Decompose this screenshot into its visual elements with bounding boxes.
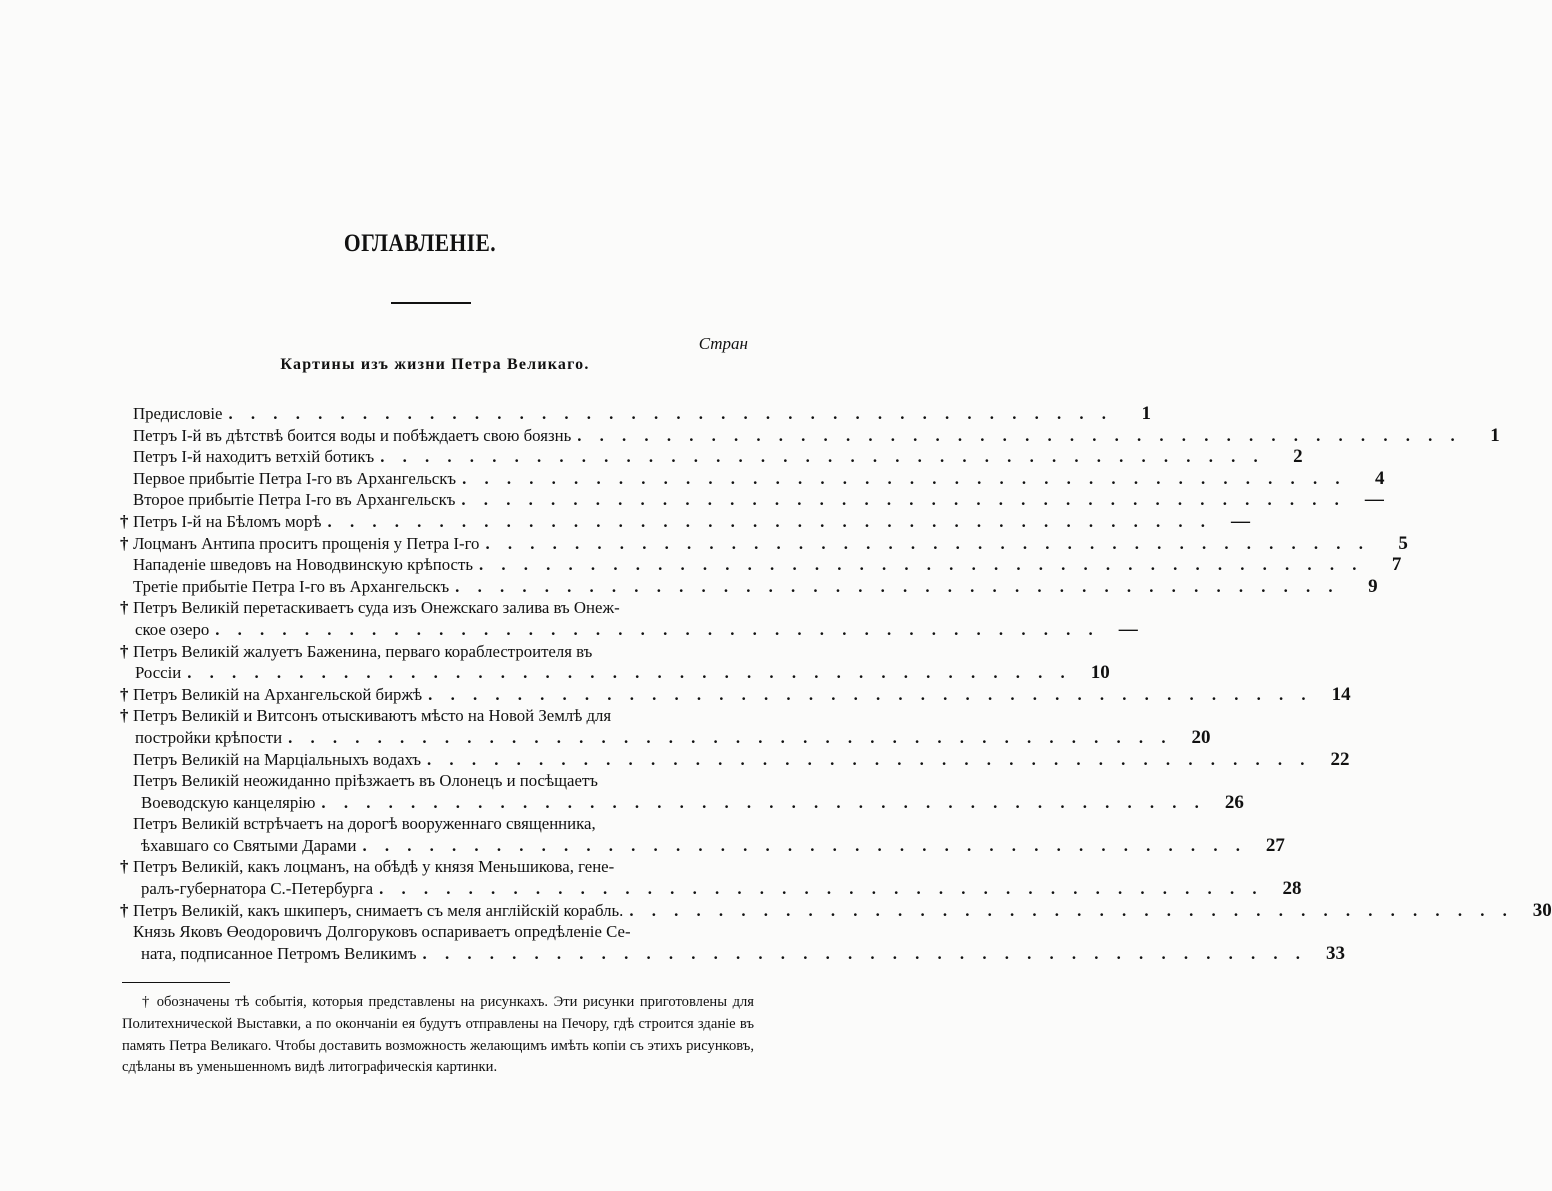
toc-entry-row	[123, 467, 1385, 490]
toc-entry-row	[123, 878, 1302, 900]
toc-entry	[123, 813, 1285, 856]
toc-entry-label: † Петръ Великій на Архангельской биржѣ	[120, 684, 423, 704]
toc-entry-row	[120, 510, 1250, 533]
toc-entry-line: † Петръ Великій и Витсонъ отыскиваютъ мѣсто на Новой Землѣ для	[120, 706, 612, 726]
page-number: 28	[1282, 878, 1302, 900]
footnote: † обозначены тѣ событія, которыя представлены на рисункахъ. Эти рисунки приготовлены для Политехнической Выставки, а по окончаніи ея будутъ отправлены на Печору, гдѣ строится зданіе въ память Петра Великаго. Чтобы доставить возможность желающимъ имѣть копіи съ этихъ рисунковъ, сдѣланы въ уменьшенномъ видѣ литографическія картинки.	[122, 994, 754, 1076]
toc-entry-line: Князь Яковъ Өеодоровичъ Долгоруковъ оспариваетъ опредѣленіе Се-	[133, 922, 631, 942]
toc-entry-row	[123, 618, 1138, 641]
title-divider	[391, 302, 471, 304]
toc-entry	[120, 597, 1138, 640]
toc-entry-line: Россіи	[135, 663, 182, 683]
dot-leader: . . . . . . . . . . . . . . . . . . . . . . . . . . . . . . . . . . . . . . . .	[321, 792, 1206, 812]
footnote-divider	[122, 982, 230, 983]
dot-leader: . . . . . . . . . . . . . . . . . . . . . . . . . . . . . . . . . . . . . . . .	[462, 468, 1347, 488]
toc-entry	[123, 403, 1151, 425]
toc-entry	[123, 748, 1350, 771]
toc-entry-line: ната, подписанное Петромъ Великимъ	[141, 943, 417, 963]
toc-entry-label: Третіе прибытіе Петра I-го въ Архангельскъ	[133, 576, 450, 596]
page-number: 4	[1375, 467, 1385, 489]
dot-leader: . . . . . . . . . . . . . . . . . . . . . . . . . . . . . . . . . . . . . . . .	[362, 835, 1247, 855]
toc-entry-row	[120, 683, 1351, 706]
page-number: 5	[1398, 532, 1408, 554]
page-number: 14	[1331, 683, 1351, 705]
page-number: —	[1230, 510, 1250, 532]
dot-leader: . . . . . . . . . . . . . . . . . . . . . . . . . . . . . . . . . . . . . . . .	[327, 511, 1212, 531]
toc-entry-row	[120, 532, 1408, 555]
dagger-marker: †	[120, 684, 129, 704]
toc-entry-row	[123, 748, 1350, 771]
page-number: 1	[1490, 424, 1500, 446]
dot-leader: . . . . . . . . . . . . . . . . . . . . . . . . . . . . . . . . . . . . . . . .	[422, 943, 1307, 963]
dot-leader: . . . . . . . . . . . . . . . . . . . . . . . . . . . . . . . . . . . . . . . .	[380, 447, 1265, 467]
toc-entry	[120, 683, 1351, 706]
page-number: 10	[1090, 662, 1110, 684]
dot-leader: . . . . . . . . . . . . . . . . . . . . . . . . . . . . . . . . . . . . . . . .	[428, 684, 1313, 704]
toc-entry-line: † Петръ Великій перетаскиваетъ суда изъ Онежскаго залива въ Онеж-	[120, 598, 620, 618]
toc-entry-label: Первое прибытіе Петра I-го въ Архангельскъ	[133, 468, 457, 488]
toc-entry-label: Нападеніе шведовъ на Новодвинскую крѣпость	[133, 555, 473, 575]
dagger-marker: †	[120, 533, 129, 553]
toc-entry-label: Петръ Великій на Марціальныхъ водахъ	[133, 749, 422, 769]
section-title: Картины изъ жизни Петра Великаго.	[280, 356, 590, 373]
dagger-marker: †	[120, 641, 129, 661]
page-number: 27	[1265, 834, 1285, 856]
dot-leader: . . . . . . . . . . . . . . . . . . . . . . . . . . . . . . . . . . . . . . . .	[215, 619, 1100, 639]
toc-entry	[120, 899, 1552, 922]
toc-entry-row	[123, 834, 1285, 857]
dot-leader: . . . . . . . . . . . . . . . . . . . . . . . . . . . . . . . . . . . . . . . .	[379, 879, 1264, 899]
dot-leader: . . . . . . . . . . . . . . . . . . . . . . . . . . . . . . . . . . . . . . . .	[629, 900, 1514, 920]
toc-entry-line: ское озеро	[135, 619, 210, 639]
toc-entry-label: † Лоцманъ Антипа проситъ прощенія у Петра I-го	[120, 533, 480, 553]
page-number: 2	[1293, 446, 1303, 468]
toc-entry	[123, 467, 1385, 490]
page-number: 26	[1224, 791, 1244, 813]
page-number: 33	[1325, 942, 1345, 964]
toc-entry-row	[123, 403, 1151, 425]
dot-leader: . . . . . . . . . . . . . . . . . . . . . . . . . . . . . . . . . . . . . . . .	[478, 555, 1364, 575]
dot-leader: . . . . . . . . . . . . . . . . . . . . . . . . . . . . . . . . . . . . . . . .	[288, 727, 1173, 747]
page-number: 1	[1141, 403, 1151, 424]
toc-entry-row	[123, 575, 1378, 598]
table-of-contents	[120, 403, 1552, 964]
toc-entry-label: Петръ I-й находитъ ветхій ботикъ	[133, 447, 375, 467]
page-number: 9	[1368, 575, 1378, 597]
toc-entry	[120, 705, 1211, 748]
toc-entry-line: Воеводскую канцелярію	[141, 792, 316, 812]
page-number: 7	[1391, 554, 1402, 576]
toc-entry-line: постройки крѣпости	[135, 727, 283, 747]
dot-leader: . . . . . . . . . . . . . . . . . . . . . . . . . . . . . . . . . . . . . . . .	[187, 663, 1072, 683]
toc-entry-row	[123, 942, 1345, 965]
dot-leader: . . . . . . . . . . . . . . . . . . . . . . . . . . . . . . . . . . . . . . . .	[427, 749, 1312, 769]
toc-entry	[123, 489, 1384, 511]
toc-entry-row	[123, 662, 1110, 684]
page-number: 20	[1191, 726, 1211, 748]
page-title: ОГЛАВЛЕНIЕ.	[343, 230, 497, 257]
toc-entry	[120, 641, 1110, 684]
toc-entry-row	[123, 554, 1402, 576]
dot-leader: . . . . . . . . . . . . . . . . . . . . . . . . . . . . . . . . . . . . . . . .	[485, 533, 1370, 553]
toc-entry-line: † Петръ Великій жалуетъ Баженина, перваго кораблестроителя въ	[120, 641, 593, 661]
toc-entry-row	[123, 446, 1303, 468]
page-number: 22	[1330, 748, 1350, 770]
dagger-marker: †	[120, 857, 129, 877]
toc-entry-line: ралъ-губернатора С.-Петербурга	[141, 879, 374, 899]
toc-entry-label: Предисловіе	[133, 404, 223, 423]
toc-entry-row	[123, 489, 1384, 511]
page-number: 30	[1532, 899, 1552, 921]
dot-leader: . . . . . . . . . . . . . . . . . . . . . . . . . . . . . . . . . . . . . . . .	[577, 425, 1462, 445]
toc-entry-line: Петръ Великій неожиданно пріѣзжаетъ въ Олонецъ и посѣщаетъ	[133, 771, 598, 791]
toc-entry	[120, 856, 1302, 900]
toc-entry	[123, 921, 1345, 964]
dagger-marker: †	[120, 511, 129, 531]
toc-entry-label: Петръ I-й въ дѣтствѣ боится воды и побѣждаетъ свою боязнь	[133, 425, 572, 445]
page-number: —	[1364, 489, 1384, 511]
toc-entry	[123, 554, 1402, 576]
toc-entry-line: † Петръ Великій, какъ лоцманъ, на обѣдѣ у князя Меньшикова, гене-	[120, 857, 615, 877]
dagger-marker: †	[120, 900, 129, 920]
toc-entry-line: Петръ Великій встрѣчаетъ на дорогѣ вооруженнаго священника,	[133, 814, 596, 834]
toc-entry	[123, 446, 1303, 468]
toc-entry-row	[123, 726, 1211, 749]
toc-entry-label: Второе прибытіе Петра I-го въ Архангельскъ	[133, 490, 456, 510]
toc-entry-row	[123, 424, 1500, 447]
toc-entry	[120, 532, 1408, 555]
toc-entry-row	[120, 899, 1552, 922]
toc-entry-label: † Петръ I-й на Бѣломъ морѣ	[120, 511, 322, 531]
toc-entry-label: † Петръ Великій, какъ шкиперъ, снимаетъ съ меля англійскій корабль.	[120, 900, 624, 920]
dagger-marker: †	[120, 598, 129, 618]
toc-entry	[123, 424, 1500, 447]
toc-entry-row	[123, 791, 1244, 814]
dot-leader: . . . . . . . . . . . . . . . . . . . . . . . . . . . . . . . . . . . . . . . .	[461, 490, 1346, 510]
toc-entry-line: ѣхавшаго со Святыми Дарами	[141, 835, 357, 855]
toc-entry	[123, 770, 1244, 813]
dot-leader: . . . . . . . . . . . . . . . . . . . . . . . . . . . . . . . . . . . . . . . .	[228, 404, 1113, 423]
dagger-marker: †	[120, 706, 129, 726]
toc-entry	[120, 510, 1250, 533]
page-column-label: Стран	[698, 334, 748, 353]
toc-entry	[123, 575, 1378, 598]
dot-leader: . . . . . . . . . . . . . . . . . . . . . . . . . . . . . . . . . . . . . . . .	[455, 576, 1340, 596]
page-number: —	[1118, 618, 1138, 640]
